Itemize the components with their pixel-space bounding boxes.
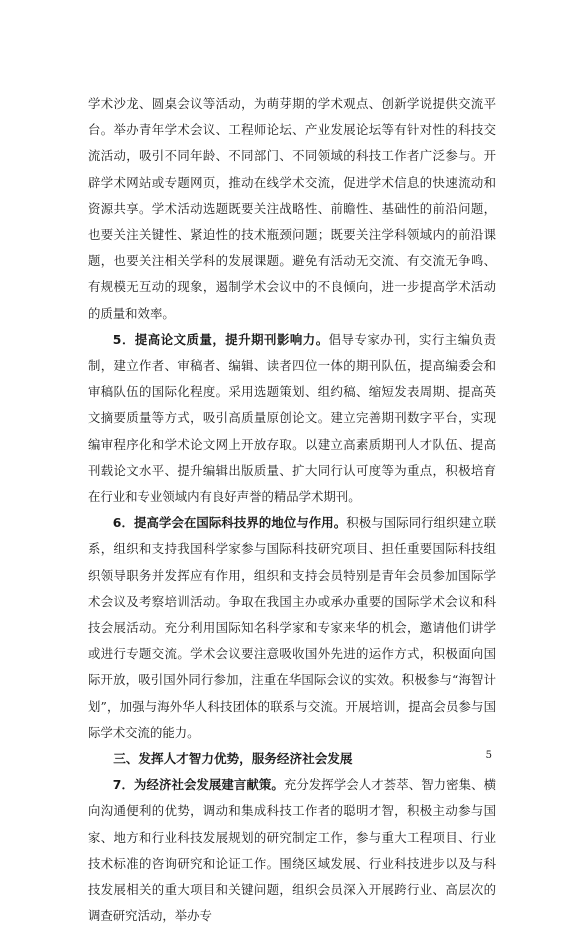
body-paragraph-item-5 <box>88 327 496 510</box>
paragraph-lead-heading: 5．提高论文质量，提升期刊影响力。 <box>112 331 329 347</box>
section-heading: 三、发挥人才智力优势，服务经济社会发展 <box>113 751 353 767</box>
paragraph-lead-heading: 7．为经济社会发展建言献策。 <box>112 777 284 793</box>
paragraph-text: 充分发挥学会人才荟萃、智力密集、横向沟通便利的优势，调动和集成科技工作者的聪明才智，积极主动参与国家、地方和行业科技发展规划的研究制定工作，参与重大工程项目、行业技术标准的咨询研究和论证工作。围绕区域发展、行业科技进步以及与科技发展相关的重大项目和关键问题，组织会员深入开展跨行业、高层次的调查研究活动，举办专 <box>88 777 497 924</box>
document-body <box>88 91 496 930</box>
body-paragraph-item-7 <box>88 772 496 929</box>
paragraph-text: 倡导专家办刊，实行主编负责制，建立作者、审稿者、编辑、读者四位一体的期刊队伍，提高编委会和审稿队伍的国际化程度。采用选题策划、组约稿、缩短发表周期、提高英文摘要质量等方式，吸引高质量原创论文。建立完善期刊数字平台，实现编审程序化和学术论文网上开放存取。以建立高素质期刊人才队伍、提高刊载论文水平、提升编辑出版质量、扩大同行认可度等为重点，积极培育在行业和专业领域内有良好声誉的精品学术期刊。 <box>88 331 496 505</box>
page-number: 5 <box>485 750 492 761</box>
paragraph-text: 学术沙龙、圆桌会议等活动，为萌芽期的学术观点、创新学说提供交流平台。举办青年学术会议、工程师论坛、产业发展论坛等有针对性的科技交流活动，吸引不同年龄、不同部门、不同领域的科技工作者广泛参与。开辟学术网站或专题网页，推动在线学术交流，促进学术信息的快速流动和资源共享。学术活动选题既要关注战略性、前瞻性、基础性的前沿问题，也要关注关键性、紧迫性的技术瓶颈问题；既要关注学科领域内的前沿课题，也要关注相关学科的发展课题。避免有活动无交流、有交流无争鸣、有规模无互动的现象，遏制学术会议中的不良倾向，进一步提高学术活动的质量和效率。 <box>88 96 496 321</box>
paragraph-text: 积极与国际同行组织建立联系，组织和支持我国科学家参与国际科技研究项目、担任重要国际科技组织领导职务并发挥应有作用，组织和支持会员特别是青年会员参加国际学术会议及考察培训活动。争取在我国主办或承办重要的国际学术会议和科技会展活动。充分利用国际知名科学家和专家来华的机会，邀请他们讲学或进行专题交流。学术会议要注意吸收国外先进的运作方式，积极面向国际开放，吸引国外同行参加，注重在华国际会议的实效。积极参与“海智计划”，加强与海外华人科技团体的联系与交流。开展培训，提高会员参与国际学术交流的能力。 <box>88 515 497 740</box>
paragraph-lead-heading: 6．提高学会在国际科技界的地位与作用。 <box>112 515 347 531</box>
body-paragraph-continuation <box>88 91 496 327</box>
body-paragraph-item-6 <box>88 510 496 746</box>
